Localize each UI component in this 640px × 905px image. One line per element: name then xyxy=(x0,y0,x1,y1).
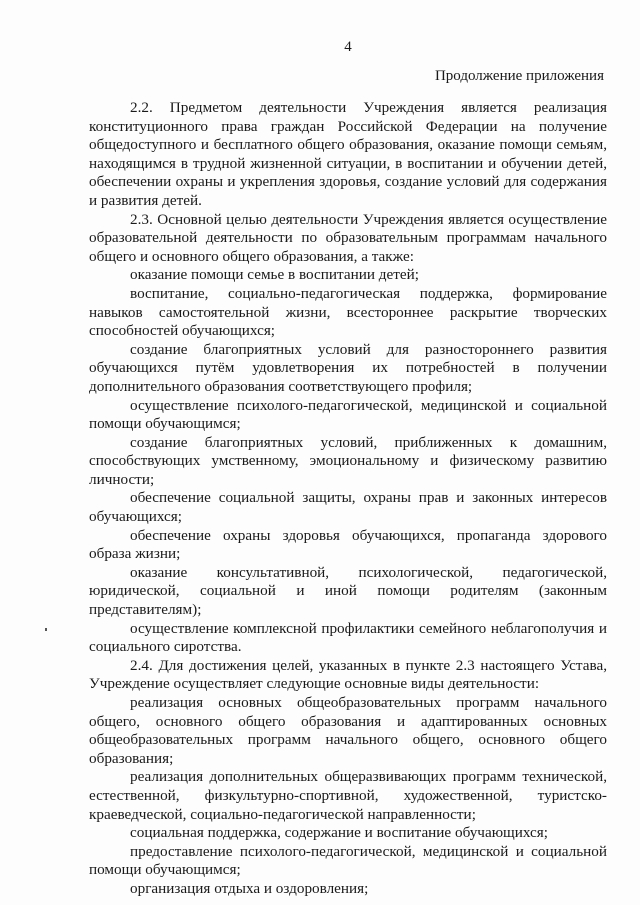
paragraph-2-4: 2.4. Для достижения целей, указанных в пункте 2.3 настоящего Устава, Учреждение осуществляет следующие основные виды деятельности: xyxy=(89,656,607,693)
paragraph-2-3: 2.3. Основной целью деятельности Учреждения является осуществление образовательной деятельности по образовательным программам начального общего и основного общего образования, а также: xyxy=(89,210,607,265)
document-body xyxy=(89,99,607,899)
page-number: 4 xyxy=(344,39,352,55)
list-item: осуществление психолого-педагогической, медицинской и социальной помощи обучающимся; xyxy=(89,396,607,433)
list-item: обеспечение социальной защиты, охраны прав и законных интересов обучающихся; xyxy=(89,489,607,526)
list-item: обеспечение охраны здоровья обучающихся, пропаганда здорового образа жизни; xyxy=(89,526,607,563)
paragraph-2-2: 2.2. Предметом деятельности Учреждения является реализация конституционного права граждан Российской Федерации на получение общедоступного и бесплатного общего образования, оказание помощи семьям, находящимся в трудной жизненной ситуации, в воспитании и обучении детей, обеспечении охраны и укрепления здоровья, создание условий для содержания и развития детей. xyxy=(89,99,607,209)
list-item: осуществление комплексной профилактики семейного неблагополучия и социального сиротства. xyxy=(89,619,607,656)
scan-speck xyxy=(45,628,47,631)
list-item: организация отдыха и оздоровления; xyxy=(130,879,369,897)
appendix-continuation-note: Продолжение приложения xyxy=(434,68,604,84)
list-item: реализация основных общеобразовательных программ начального общего, основного общего образования и адаптированных основных общеобразовательных программ начального общего, основного общего образования; xyxy=(89,694,607,767)
list-item: предоставление психолого-педагогической, медицинской и социальной помощи обучающимся; xyxy=(89,842,607,879)
list-item: социальная поддержка, содержание и воспитание обучающихся; xyxy=(130,824,548,842)
list-item: создание благоприятных условий, приближенных к домашним, способствующих умственному, эмоциональному и физическому развитию личности; xyxy=(89,433,607,488)
list-item: создание благоприятных условий для разностороннего развития обучающихся путём удовлетворения их потребностей в получении дополнительного образования соответствующего профиля; xyxy=(89,340,607,395)
list-item: воспитание, социально-педагогическая поддержка, формирование навыков самостоятельной жизни, всестороннее раскрытие творческих способностей обучающихся; xyxy=(89,284,607,340)
list-item: оказание консультативной, психологической, педагогической, юридической, социальной и иной помощи родителям (законным представителям); xyxy=(89,563,607,619)
list-item: оказание помощи семье в воспитании детей; xyxy=(130,266,419,284)
list-item: реализация дополнительных общеразвивающих программ технической, естественной, физкультурно-спортивной, художественной, туристско-краеведческой, социально-педагогической направленности; xyxy=(89,768,607,823)
